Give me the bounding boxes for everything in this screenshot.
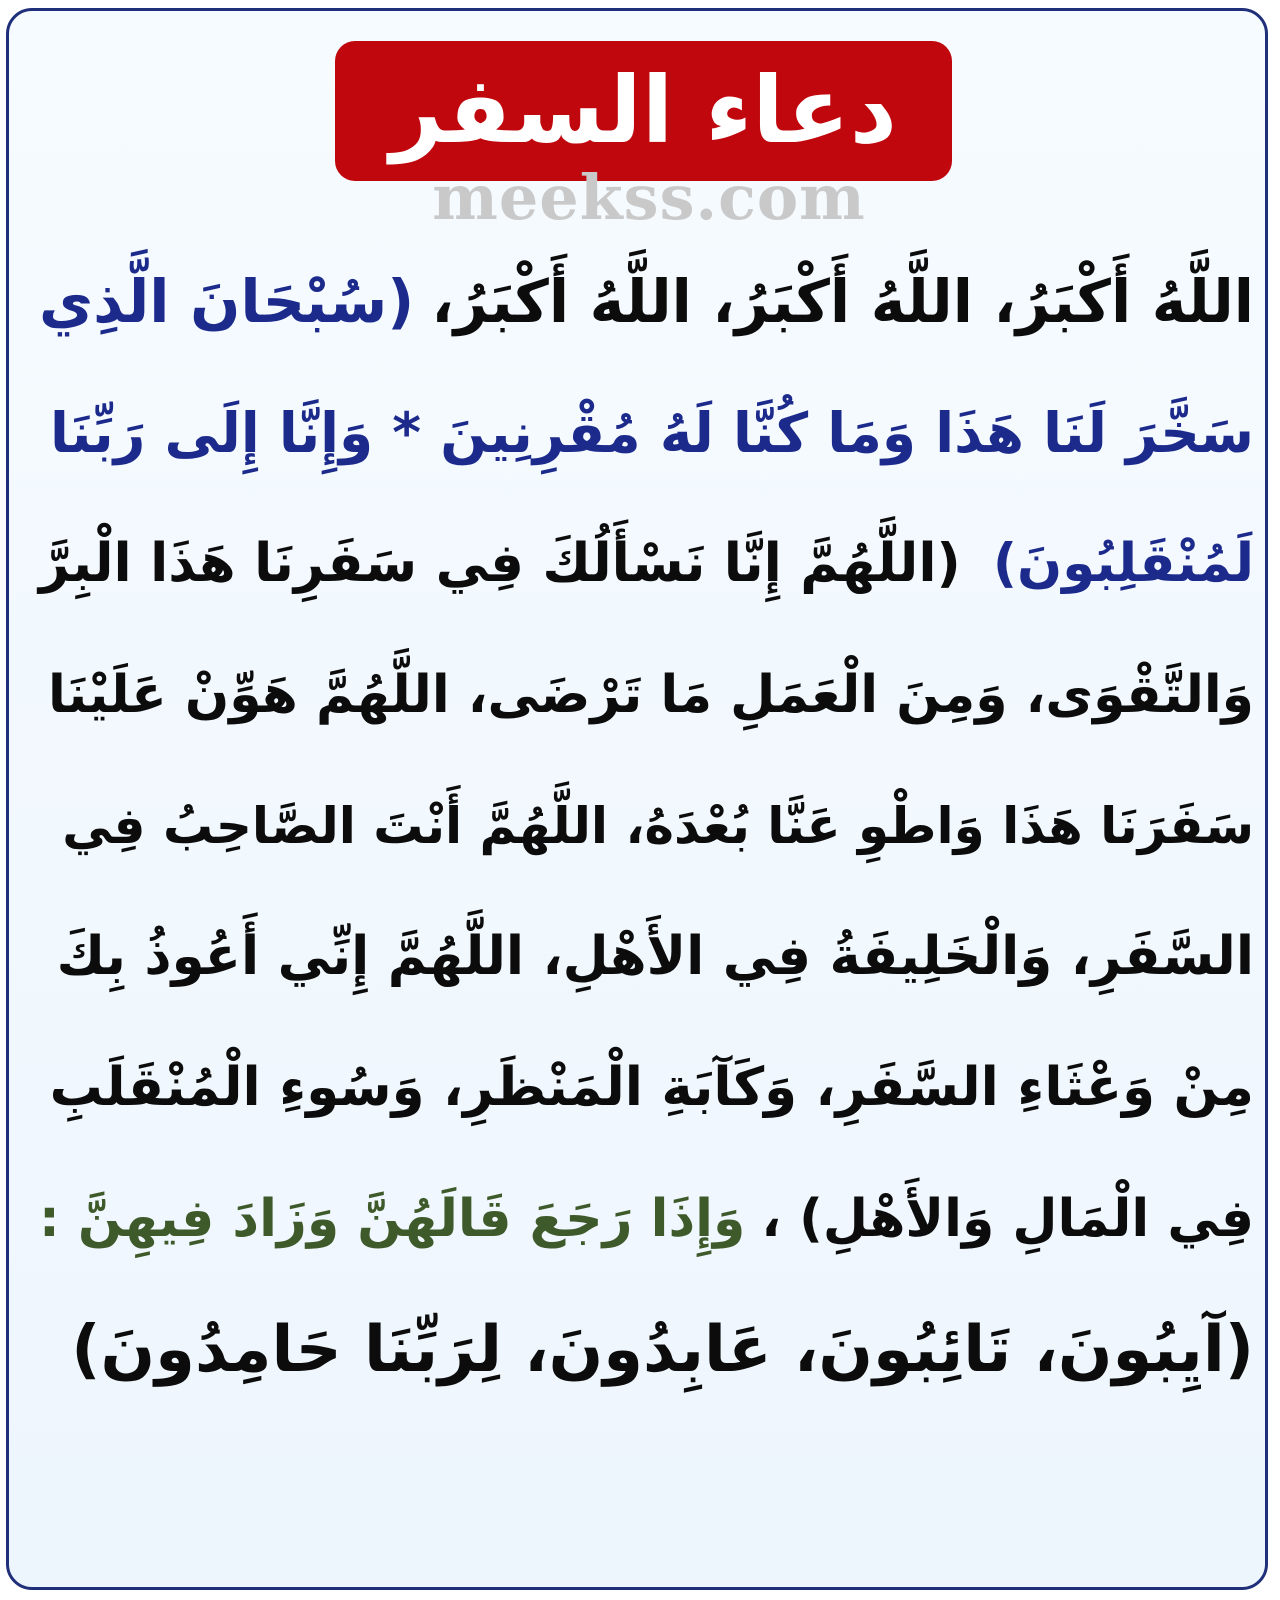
text-line-3 xyxy=(39,498,1254,629)
page-title: دعاء السفر xyxy=(335,41,952,181)
text-line-5 xyxy=(39,760,1254,891)
text-line-6 xyxy=(39,891,1254,1022)
quran-verse-text: سَخَّرَ لَنَا هَذَا وَمَا كُنَّا لَهُ مُقْرِنِينَ * وَإِنَّا إِلَى رَبِّنَا xyxy=(49,400,1254,465)
prayer-card xyxy=(6,8,1268,1590)
supplication-text: مِنْ وَعْثَاءِ السَّفَرِ، وَكَآبَةِ الْمَنْظَرِ، وَسُوءِ الْمُنْقَلَبِ xyxy=(49,1057,1254,1118)
watermark: meekss.com xyxy=(432,161,866,234)
text-line-4 xyxy=(39,629,1254,760)
return-supplication-text: (آيِبُونَ، تَائِبُونَ، عَابِدُونَ، لِرَبِّنَا حَامِدُونَ) xyxy=(71,1312,1254,1387)
text-line-9 xyxy=(39,1284,1254,1415)
supplication-text: (اللَّهُمَّ إِنَّا نَسْأَلُكَ فِي سَفَرِنَا هَذَا الْبِرَّ xyxy=(39,533,961,594)
quran-verse-text: (سُبْحَانَ الَّذِي xyxy=(39,267,415,336)
supplication-text: وَالتَّقْوَى، وَمِنَ الْعَمَلِ مَا تَرْضَى، اللَّهُمَّ هَوِّنْ عَلَيْنَا xyxy=(47,664,1254,725)
text-line-1 xyxy=(39,236,1254,367)
quran-verse-text: لَمُنْقَلِبُونَ) xyxy=(992,533,1254,594)
supplication-text: السَّفَرِ، وَالْخَلِيفَةُ فِي الأَهْلِ، اللَّهُمَّ إِنِّي أَعُوذُ بِكَ xyxy=(56,926,1254,987)
supplication-text: فِي الْمَالِ وَالأَهْلِ) ، xyxy=(761,1188,1254,1249)
prayer-text xyxy=(39,236,1254,1415)
takbir-text: اللَّهُ أَكْبَرُ، اللَّهُ أَكْبَرُ، اللَّهُ أَكْبَرُ، xyxy=(431,267,1254,336)
text-line-8 xyxy=(39,1153,1254,1284)
text-line-2 xyxy=(39,367,1254,498)
text-line-7 xyxy=(39,1022,1254,1153)
supplication-text: سَفَرَنَا هَذَا وَاطْوِ عَنَّا بُعْدَهُ، اللَّهُمَّ أَنْتَ الصَّاحِبُ فِي xyxy=(62,796,1254,855)
return-note-text: وَإِذَا رَجَعَ قَالَهُنَّ وَزَادَ فِيهِنَّ : xyxy=(39,1188,746,1249)
